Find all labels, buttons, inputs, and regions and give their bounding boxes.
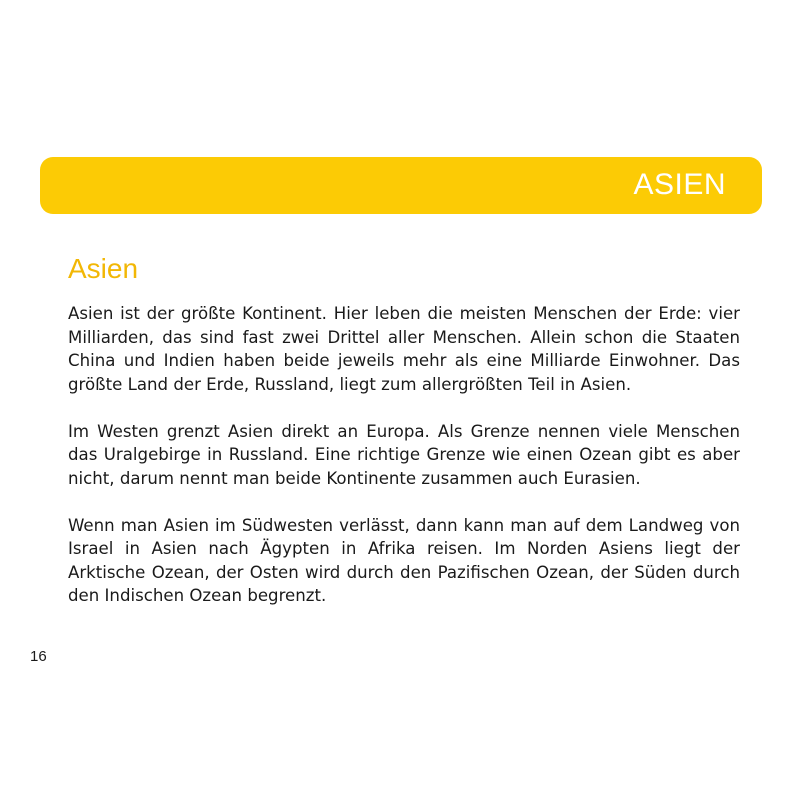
section-heading: Asien <box>68 253 139 284</box>
page-number: 16 <box>30 648 47 665</box>
body-text <box>68 302 740 608</box>
paragraph-2: Im Westen grenzt Asien direkt an Europa. Als Grenze nennen viele Menschen das Uralgebirge in Russland. Eine richtige Grenze wie einen Ozean gibt es aber nicht, darum nennt man beide Kontinente zusammen auch Eurasien. <box>68 421 740 488</box>
chapter-title: ASIEN <box>633 168 726 201</box>
paragraph-1: Asien ist der größte Kontinent. Hier leben die meisten Menschen der Erde: vier Milliarden, das sind fast zwei Drittel aller Menschen. Allein schon die Staaten China und Indien haben beide jeweils mehr als eine Milliarde Einwohner. Das größte Land der Erde, Russland, liegt zum allergrößten Teil in Asien. <box>68 304 740 394</box>
paragraph-3: Wenn man Asien im Südwesten verlässt, dann kann man auf dem Landweg von Israel in Asien nach Ägypten in Afrika reisen. Im Norden Asiens liegt der Arktische Ozean, der Osten wird durch den Pazifischen Ozean, der Süden durch den Indischen Ozean begrenzt. <box>68 515 740 605</box>
chapter-header-bar <box>40 157 762 214</box>
